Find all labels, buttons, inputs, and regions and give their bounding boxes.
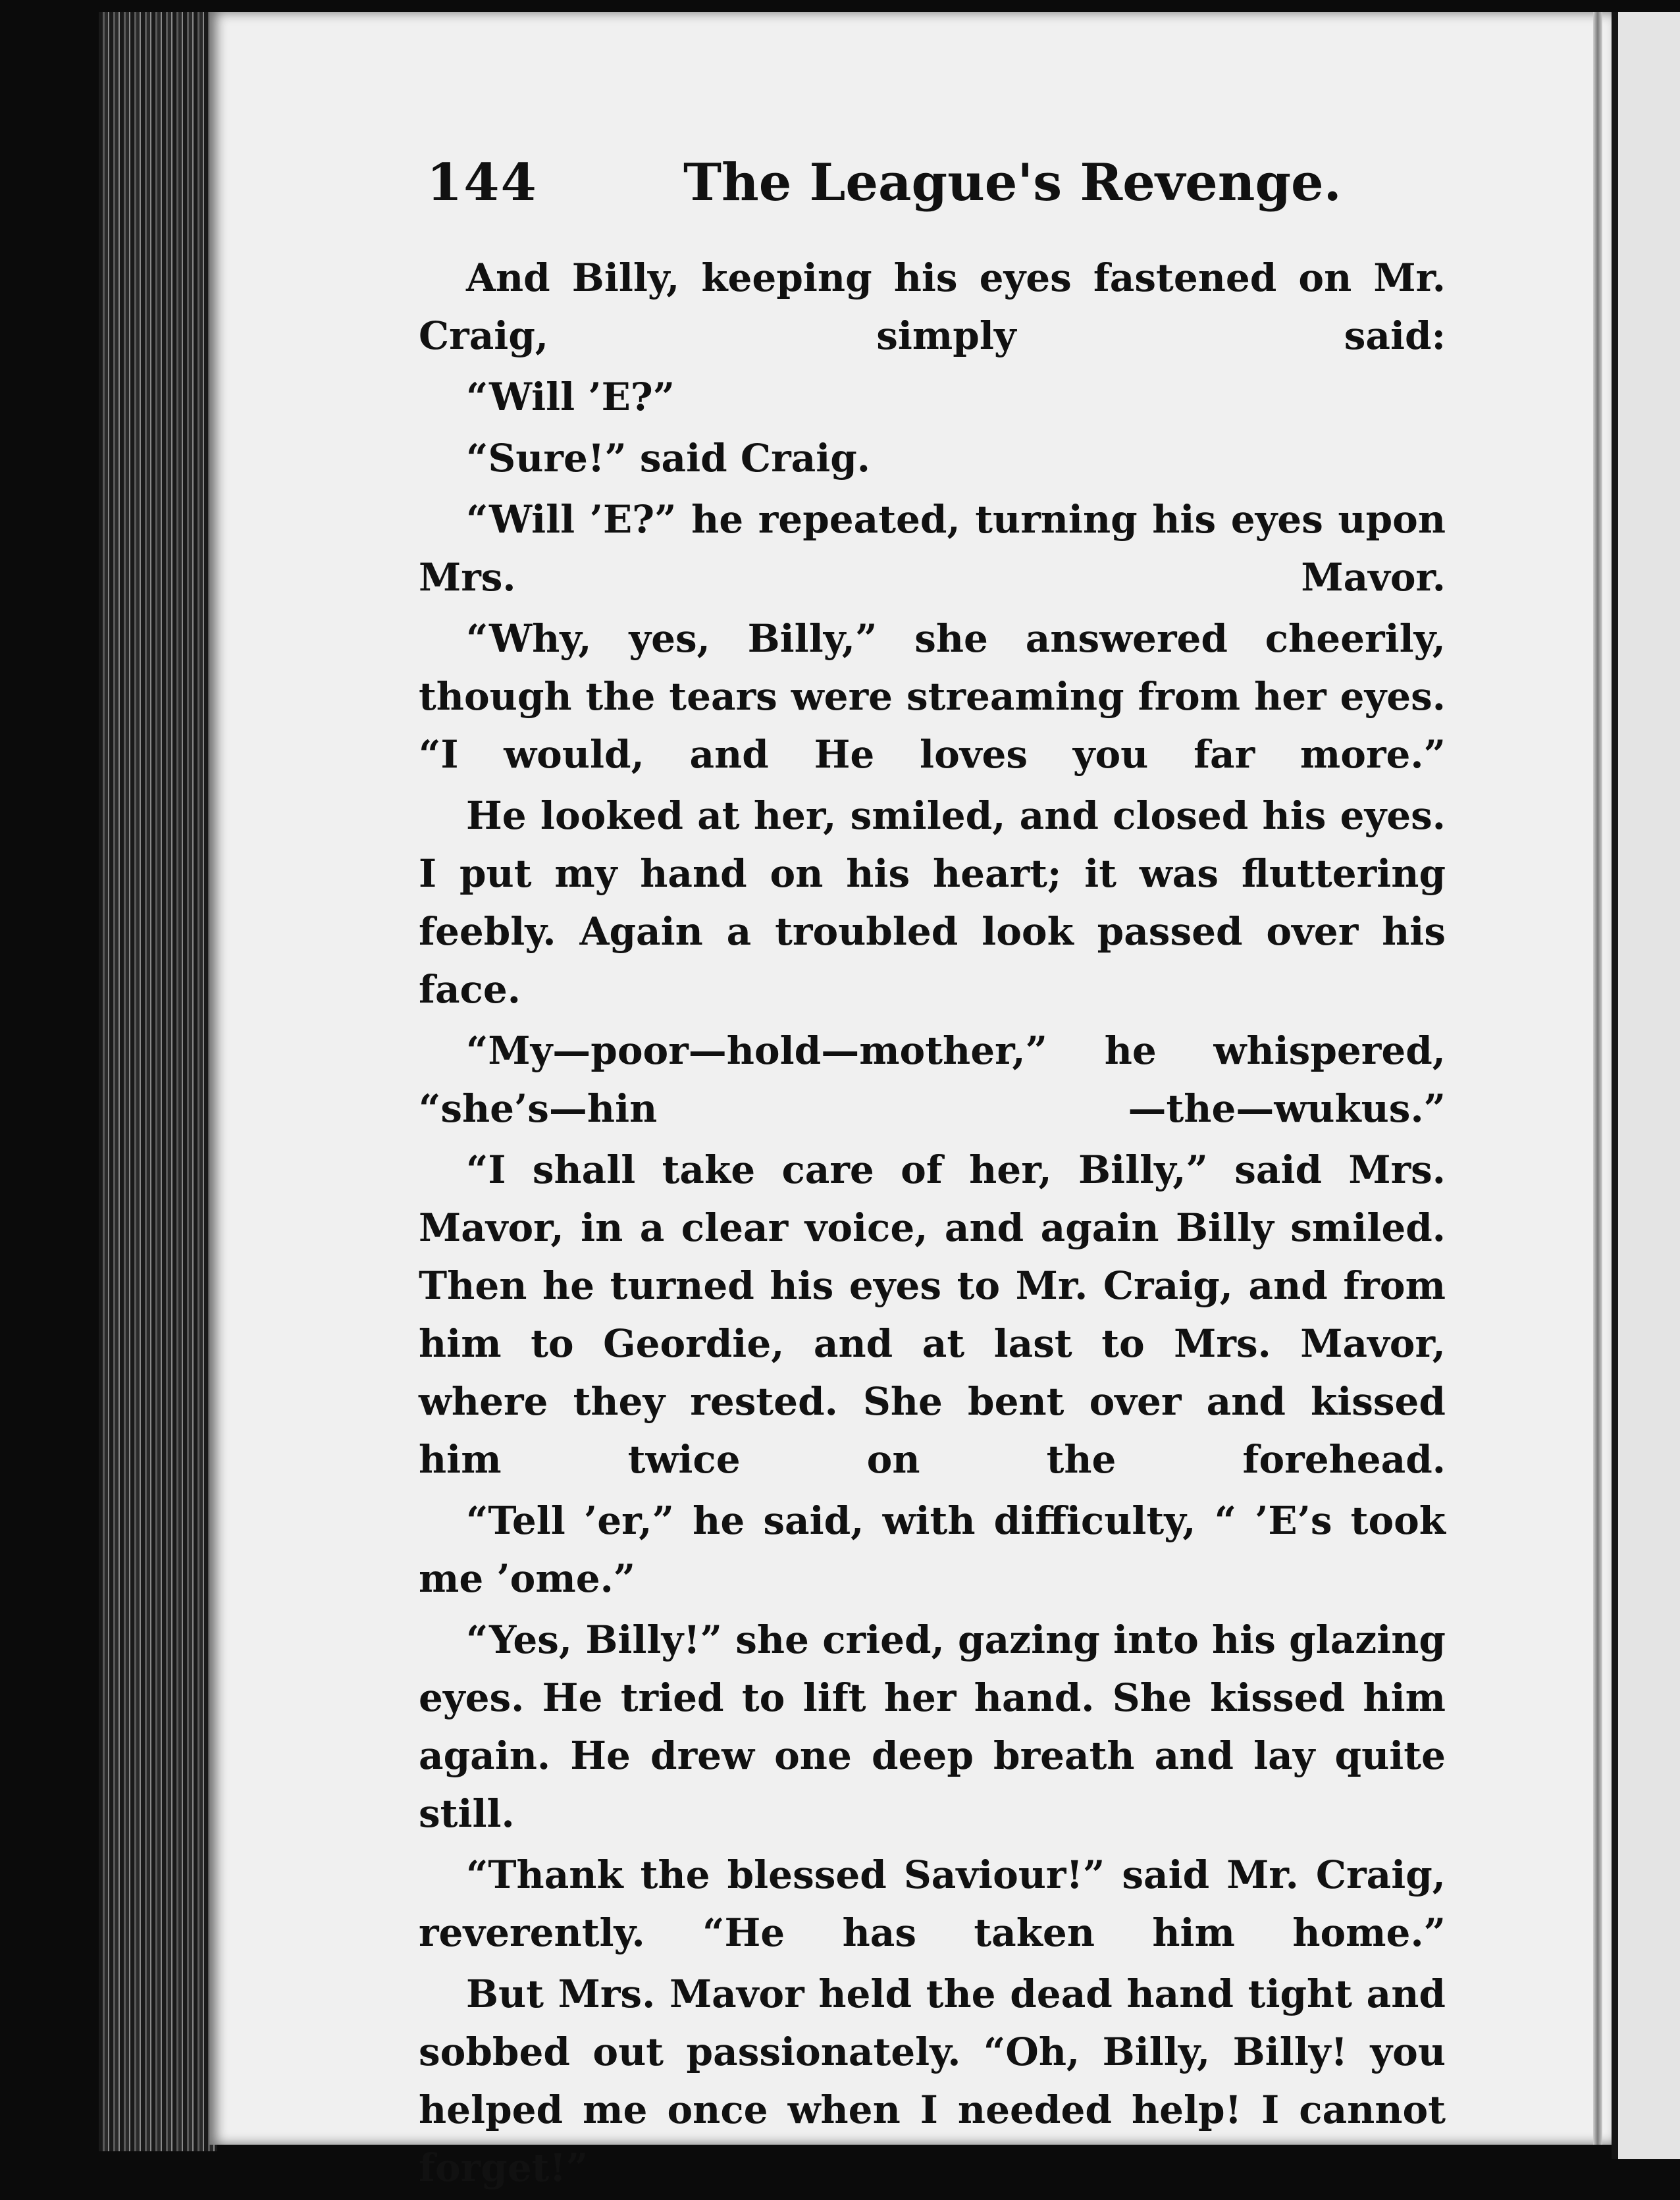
paragraph: And Billy, keeping his eyes fastened on Mr. Craig, simply said: [419, 255, 1446, 358]
paragraph: “Will ’E?” [466, 375, 675, 419]
paragraph: He looked at her, smiled, and closed his eyes. I put my hand on his heart; it was fluttering feebly. Again a troubled look passed over his face. [419, 793, 1446, 1012]
paragraph: “Sure!” said Craig. [466, 436, 870, 481]
book-page-edges [99, 12, 217, 2151]
facing-page-edge [1612, 12, 1680, 2159]
page-number: 144 [427, 153, 538, 213]
running-head [427, 153, 1440, 225]
body-text [419, 249, 1446, 2200]
paragraph: “Yes, Billy!” she cried, gazing into his glazing eyes. He tried to lift her hand. She kissed him again. He drew one deep breath and lay quite still. [419, 1617, 1446, 1836]
paragraph: “Tell ’er,” he said, with difficulty, “ ’E’s took me ’ome.” [419, 1498, 1446, 1601]
paragraph: “My—poor—hold—mother,” he whispered, “she’s—hin —the—wukus.” [419, 1028, 1446, 1131]
page-edge-shadow [1593, 12, 1602, 2145]
running-title: The League's Revenge. [683, 153, 1342, 213]
paragraph: “Why, yes, Billy,” she answered cheerily, though the tears were streaming from her eyes. “I would, and He loves you far more.” [419, 616, 1446, 777]
paragraph: “Will ’E?” he repeated, turning his eyes upon Mrs. Mavor. [419, 497, 1446, 600]
paragraph: “Thank the blessed Saviour!” said Mr. Craig, reverently. “He has taken him home.” [419, 1852, 1446, 1955]
paragraph: “I shall take care of her, Billy,” said Mrs. Mavor, in a clear voice, and again Billy smiled. Then he turned his eyes to Mr. Craig, and from him to Geordie, and at last to Mrs. Mavor, where they rested. She bent over and kissed him twice on the forehead. [419, 1147, 1446, 1482]
paragraph: But Mrs. Mavor held the dead hand tight and sobbed out passionately. “Oh, Billy, Billy! you helped me once when I needed help! I cannot forget!” [419, 1972, 1446, 2190]
